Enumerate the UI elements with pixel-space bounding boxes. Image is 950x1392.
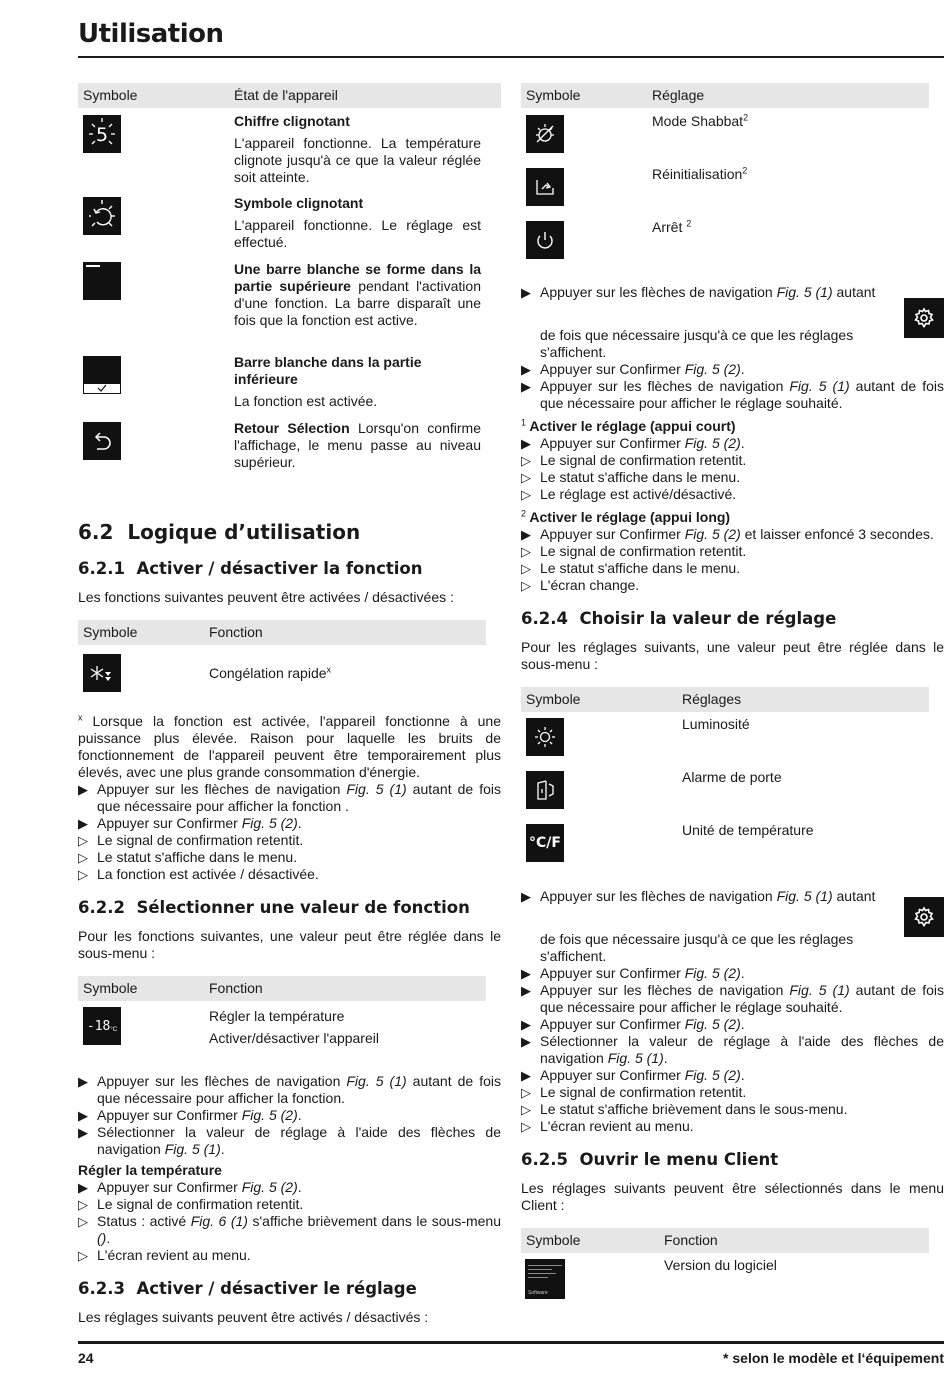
step: ▷ Le signal de confirmation retentit. [521, 1084, 944, 1101]
state-text: L'appareil fonctionne. Le réglage est effectué. [234, 217, 481, 250]
door-alarm-icon [526, 771, 564, 809]
nav-step-with-gear [521, 888, 944, 931]
function-label: Version du logiciel [664, 1257, 777, 1273]
footer-rule [78, 1341, 944, 1344]
step: ▷ Status : activé Fig. 6 (1) s'affiche brièvement dans le sous-menu (). [78, 1213, 501, 1247]
section-intro: Pour les fonctions suivantes, une valeur peut être réglée dans le sous-menu : [78, 928, 501, 961]
note-1-steps [521, 435, 944, 503]
setting-label: Unité de température [682, 822, 814, 838]
section-number: 6.2 [78, 520, 114, 544]
power-icon [526, 221, 564, 259]
section-title: Logique d’utilisation [127, 520, 361, 544]
state-text: Lorsqu'on confirme l'affichage, le menu passe au niveau supérieur. [234, 420, 481, 470]
settings-table-header [521, 687, 929, 712]
state-table-header [78, 83, 501, 108]
step-continuation: de fois que nécessaire jusqu'à ce que les réglages s'affichent. [540, 327, 854, 360]
step: ▷ Le statut s'affiche dans le menu. [78, 849, 501, 866]
section-number: 6.2.3 [78, 1279, 125, 1298]
section-6-2-1-heading [78, 559, 501, 579]
software-version-thumbnail: Software [525, 1259, 565, 1299]
step: ▶ Appuyer sur les flèches de navigation Fig. 5 (1) autant de fois que nécessaire pour afficher le réglage souhaité. [521, 982, 944, 1016]
col-function-label: Fonction [209, 624, 263, 640]
step: ▷ Le statut s'affiche brièvement dans le sous-menu. [521, 1101, 944, 1118]
col-symbol-label: Symbole [526, 1232, 581, 1248]
function-labels [209, 1005, 379, 1071]
section-number: 6.2.4 [521, 609, 568, 628]
step: ▶ Appuyer sur Confirmer Fig. 5 (2). [78, 815, 501, 832]
section-6-2-heading [78, 520, 501, 544]
state-title: Symbole clignotant [234, 195, 364, 211]
svg-text:5: 5 [95, 124, 109, 146]
step: ▷ Le signal de confirmation retentit. [521, 543, 944, 560]
steps-6-2-4 [521, 965, 944, 1135]
step: ▶ Appuyer sur Confirmer Fig. 5 (2) et laisser enfoncé 3 secondes. [521, 526, 944, 543]
section-intro: Les fonctions suivantes peuvent être activées / désactivées : [78, 589, 454, 605]
state-row-bottom-bar [234, 354, 481, 410]
section-number: 6.2.1 [78, 559, 125, 578]
section-title: Ouvrir le menu Client [579, 1150, 779, 1169]
return-icon [83, 422, 121, 460]
client-table-header [521, 1228, 929, 1253]
step: ▶ Appuyer sur Confirmer Fig. 5 (2). [78, 1179, 501, 1196]
footnote: $^x$ Lorsque la fonction est activée, l'appareil fonctionne à une puissance plus élevée. Raison pour laquelle les bruits de fonctionnement de l'appareil peuvent être temporairement plus élevés, avec une plus grande consommation d'énergie. [78, 712, 501, 780]
step: ▶ Appuyer sur les flèches de navigation Fig. 5 (1) autant [521, 888, 944, 905]
section-6-2-2-heading [78, 898, 501, 918]
state-row-top-bar [234, 261, 481, 329]
right-column [521, 83, 944, 1305]
step: ▶ Appuyer sur Confirmer Fig. 5 (2). [78, 1107, 501, 1124]
setting-label: Arrêt $^2$ [652, 218, 692, 235]
setting-label: Alarme de porte [682, 769, 782, 785]
col-symbol-label: Symbole [83, 624, 138, 640]
settings-gear-icon [904, 897, 944, 937]
setting-label: Luminosité [682, 716, 750, 732]
section-6-2-5-heading [521, 1150, 944, 1170]
section-number: 6.2.5 [521, 1150, 568, 1169]
page-number: 24 [78, 1350, 94, 1366]
temperature-display-icon: -18 °C [83, 1007, 121, 1045]
section-6-2-4-heading [521, 609, 944, 629]
state-row-return [234, 420, 481, 471]
note-1-title: $^1$ Activer le réglage (appui court) [521, 417, 736, 434]
state-table-body [78, 108, 501, 496]
step: ▷ Le statut s'affiche dans le menu. [521, 560, 944, 577]
step: ▷ Le signal de confirmation retentit. [78, 1196, 501, 1213]
setting-label: Réinitialisation$^2$ [652, 165, 748, 182]
step: ▶ Appuyer sur les flèches de navigation Fig. 5 (1) autant [521, 284, 944, 301]
sabbath-icon [526, 115, 564, 153]
step: ▶ Sélectionner la valeur de réglage à l'aide des flèches de navigation Fig. 5 (1). [78, 1124, 501, 1158]
setting-table-header [521, 83, 929, 108]
blinking-symbol-icon [83, 197, 121, 235]
setting-label: Mode Shabbat$^2$ [652, 112, 749, 129]
step-continuation: de fois que nécessaire jusqu'à ce que les réglages s'affichent. [540, 931, 854, 964]
section-6-2-3-heading [78, 1279, 501, 1299]
subheading: Régler la température [78, 1162, 222, 1178]
step: ▷ Le réglage est activé/désactivé. [521, 486, 944, 503]
state-text: L'appareil fonctionne. La température clignote jusqu'à ce que la valeur réglée soit atteinte. [234, 135, 481, 185]
note-2-steps [521, 526, 944, 594]
step: ▷ Le signal de confirmation retentit. [521, 452, 944, 469]
col-settings-label: Réglages [682, 691, 742, 707]
section-title: Choisir la valeur de réglage [579, 609, 837, 628]
section-title: Activer / désactiver le réglage [136, 1279, 417, 1298]
section-intro: Les réglages suivants peuvent être sélectionnés dans le menu Client : [521, 1180, 944, 1213]
state-row-blinking-digit [234, 113, 481, 186]
page-footer [78, 1350, 944, 1367]
note-2-title: $^2$ Activer le réglage (appui long) [521, 508, 731, 525]
steps-6-2-2 [78, 1073, 501, 1158]
step: ▶ Appuyer sur Confirmer Fig. 5 (2). [521, 435, 944, 452]
super-frost-icon [83, 654, 121, 692]
col-symbol-label: Symbole [526, 87, 581, 103]
step: ▶ Appuyer sur Confirmer Fig. 5 (2). [521, 361, 944, 378]
function-row [78, 1001, 501, 1071]
step: ▶ Appuyer sur Confirmer Fig. 5 (2). [521, 965, 944, 982]
section-intro: Les réglages suivants peuvent être activés / désactivés : [78, 1309, 429, 1325]
state-title: Chiffre clignotant [234, 113, 350, 129]
blinking-digit-icon [83, 115, 121, 153]
client-row [521, 1253, 944, 1305]
section-number: 6.2.2 [78, 898, 125, 917]
function-label: Régler la température [209, 1008, 345, 1024]
step: ▷ Le statut s'affiche dans le menu. [521, 469, 944, 486]
col-function-label: Fonction [664, 1232, 718, 1248]
step: ▶ Appuyer sur les flèches de navigation Fig. 5 (1) autant de fois que nécessaire pour afficher la fonction. [78, 1073, 501, 1107]
step: ▷ Le signal de confirmation retentit. [78, 832, 501, 849]
col-symbol-label: Symbole [83, 980, 138, 996]
steps-6-2-3 [521, 361, 944, 412]
function-label: Congélation rapide$^x$ [209, 663, 332, 681]
reset-icon [526, 168, 564, 206]
col-function-label: Fonction [209, 980, 263, 996]
page-title: Utilisation [78, 19, 224, 49]
step: ▶ Appuyer sur Confirmer Fig. 5 (2). [521, 1067, 944, 1084]
left-column [78, 83, 501, 1326]
section-title: Activer / désactiver la fonction [136, 559, 423, 578]
state-title: Barre blanche dans la partie inférieure [234, 354, 422, 387]
col-state-label: État de l'appareil [234, 87, 338, 103]
section-title: Sélectionner une valeur de fonction [136, 898, 470, 917]
settings-table-body [521, 712, 944, 888]
step: ▶ Appuyer sur les flèches de navigation Fig. 5 (1) autant de fois que nécessaire pour afficher la fonction . [78, 781, 501, 815]
page-header [78, 18, 944, 58]
step: ▷ La fonction est activée / désactivée. [78, 866, 501, 883]
step: ▶ Appuyer sur Confirmer Fig. 5 (2). [521, 1016, 944, 1033]
step: ▷ L'écran revient au menu. [521, 1118, 944, 1135]
col-symbol-label: Symbole [83, 87, 138, 103]
state-text: pendant l'activation d'une fonction. La barre disparaît une fois que la fonction est active. [234, 278, 481, 328]
state-row-blinking-symbol [234, 195, 481, 251]
step: ▷ L'écran revient au menu. [78, 1247, 501, 1264]
function-row [78, 645, 501, 701]
setting-table-body [521, 108, 944, 284]
section-intro: Pour les réglages suivants, une valeur peut être réglée dans le sous-menu : [521, 639, 944, 672]
bottom-bar-check-icon [83, 356, 121, 394]
state-title: Une barre blanche se forme dans la partie supérieure [234, 261, 481, 294]
nav-step-with-gear [521, 284, 944, 327]
footer-note: * selon le modèle et l‘équipement [723, 1350, 944, 1366]
state-title: Retour Sélection [234, 420, 350, 436]
brightness-icon [526, 718, 564, 756]
step: ▶ Appuyer sur les flèches de navigation Fig. 5 (1) autant de fois que nécessaire pour afficher le réglage souhaité. [521, 378, 944, 412]
function-label: Activer/désactiver l'appareil [209, 1030, 379, 1046]
settings-gear-icon [904, 298, 944, 338]
step: ▷ L'écran change. [521, 577, 944, 594]
col-setting-label: Réglage [652, 87, 705, 103]
function-table-header [78, 620, 486, 645]
state-text: La fonction est activée. [234, 393, 378, 409]
top-bar-icon [83, 262, 121, 300]
col-symbol-label: Symbole [526, 691, 581, 707]
step: ▶ Sélectionner la valeur de réglage à l'aide des flèches de navigation Fig. 5 (1). [521, 1033, 944, 1067]
function-table-header [78, 976, 486, 1001]
steps-6-2-1 [78, 781, 501, 883]
temperature-unit-icon: °C/F [526, 824, 564, 862]
steps-6-2-2-temp [78, 1179, 501, 1264]
